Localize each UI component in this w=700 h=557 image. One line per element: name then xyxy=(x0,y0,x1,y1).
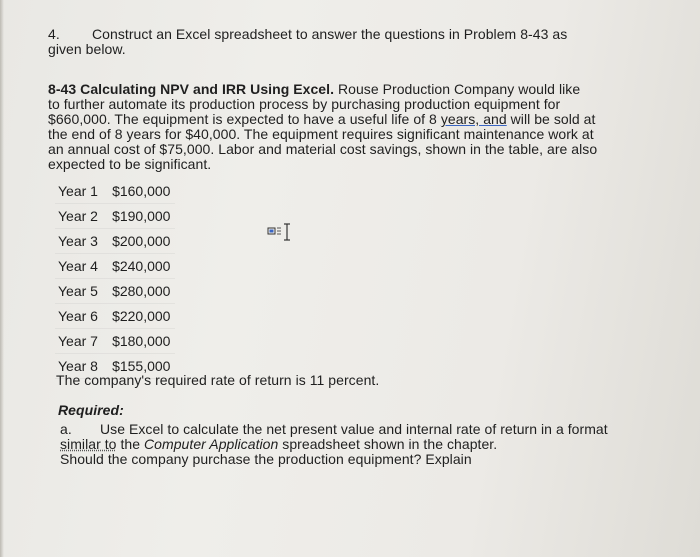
amount-cell: $220,000 xyxy=(112,308,171,324)
problem-line-1 xyxy=(48,82,580,97)
question-text-1: Construct an Excel spreadsheet to answer the questions in Problem 8-43 as xyxy=(92,26,568,42)
year-cell: Year 4 xyxy=(58,258,98,274)
year-cell: Year 7 xyxy=(58,333,98,349)
text-cursor-icon xyxy=(267,223,297,241)
table-row xyxy=(55,179,175,204)
page-edge-shadow xyxy=(0,0,4,557)
question-line-1 xyxy=(48,27,567,42)
required-label: Required: xyxy=(58,402,124,418)
amount-cell: $280,000 xyxy=(112,283,171,299)
problem-line-2: to further automate its production process by purchasing production equipment for xyxy=(48,96,561,112)
problem-line-5: an annual cost of $75,000. Labor and material cost savings, shown in the table, are also xyxy=(48,141,598,157)
year-cell: Year 3 xyxy=(58,233,98,249)
problem-link-years[interactable]: years, and xyxy=(440,111,507,127)
table-row xyxy=(55,229,175,254)
year-cell: Year 6 xyxy=(58,308,98,324)
problem-line-3-start: $660,000. The equipment is expected to have a useful life of 8 xyxy=(48,111,441,127)
amount-cell: $200,000 xyxy=(112,233,171,249)
question-number: 4. xyxy=(48,26,60,42)
table-row xyxy=(55,204,175,229)
required-computer-application: Computer Application xyxy=(144,436,279,452)
required-item-text-2b: spreadsheet shown in the chapter. xyxy=(278,436,498,452)
amount-cell: $155,000 xyxy=(112,358,171,374)
required-item-line-1 xyxy=(60,422,608,437)
required-item-text-2a: the xyxy=(116,436,145,452)
problem-heading: 8-43 Calculating NPV and IRR Using Excel. xyxy=(48,81,335,97)
problem-line-4: the end of 8 years for $40,000. The equipment requires significant maintenance work at xyxy=(48,126,594,142)
problem-line-6: expected to be significant. xyxy=(48,156,212,172)
required-item-text-1: Use Excel to calculate the net present value and internal rate of return in a format xyxy=(100,421,608,437)
table-row xyxy=(55,304,175,329)
problem-line-3-end: will be sold at xyxy=(506,111,596,127)
amount-cell: $160,000 xyxy=(112,183,171,199)
table-row xyxy=(55,329,175,354)
table-row xyxy=(55,279,175,304)
required-item-letter: a. xyxy=(60,421,72,437)
year-cell: Year 1 xyxy=(58,183,98,199)
year-cell: Year 8 xyxy=(58,358,98,374)
required-heading xyxy=(58,403,124,418)
amount-cell: $180,000 xyxy=(112,333,171,349)
table-row xyxy=(55,254,175,279)
problem-line-3 xyxy=(48,112,595,127)
amount-cell: $240,000 xyxy=(112,258,171,274)
question-line-2: given below. xyxy=(48,41,126,57)
savings-table xyxy=(55,179,175,379)
required-similar-to: similar to xyxy=(60,436,117,452)
year-cell: Year 2 xyxy=(58,208,98,224)
year-cell: Year 5 xyxy=(58,283,98,299)
required-item-line-2 xyxy=(60,437,497,452)
amount-cell: $190,000 xyxy=(112,208,171,224)
required-item-line-3: Should the company purchase the production equipment? Explain xyxy=(60,451,472,467)
rate-of-return-text: The company's required rate of return is 11 percent. xyxy=(56,372,380,388)
problem-intro: Rouse Production Company would like xyxy=(334,81,581,97)
